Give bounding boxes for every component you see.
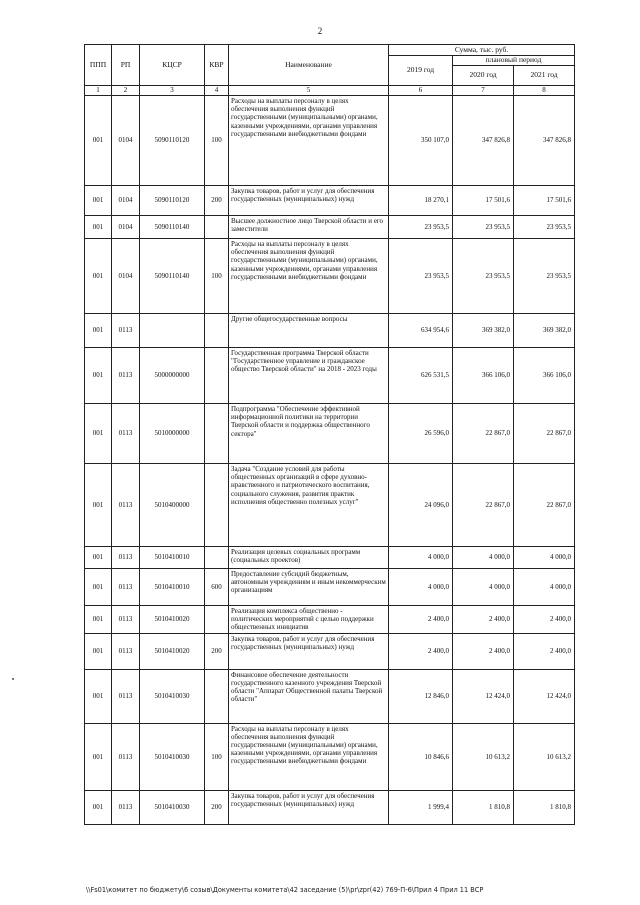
cell-rp: 0113 [112,790,140,824]
cell-name: Реализация комплекса общественно - политических мероприятий с целью поддержки общественных инициатив [229,606,389,634]
cell-ppp: 001 [85,669,112,723]
header-name: Наименование [229,45,389,86]
cell-kvr [205,606,229,634]
cell-kvr [205,314,229,348]
col-number: 7 [453,86,514,96]
cell-2020: 23 953,5 [453,239,514,314]
cell-ppp: 001 [85,96,112,186]
cell-kcsr: 5010000000 [140,404,205,464]
table-row [85,96,575,186]
col-number: 2 [112,86,140,96]
table-row [85,404,575,464]
cell-kcsr: 5000000000 [140,348,205,404]
col-number: 3 [140,86,205,96]
cell-name: Государственная программа Тверской области "Государственное управление и гражданское общество Тверской области" на 2018 - 2023 годы [229,348,389,404]
cell-2020: 10 613,2 [453,723,514,790]
header-2019: 2019 год [389,56,453,86]
cell-2020: 17 501,6 [453,186,514,216]
cell-kvr: 600 [205,569,229,606]
cell-name: Предоставление субсидий бюджетным, автономным учреждениям и иным некоммерческим организациям [229,569,389,606]
scan-speck [12,678,14,680]
cell-2020: 4 000,0 [453,569,514,606]
cell-kvr: 100 [205,96,229,186]
cell-rp: 0113 [112,348,140,404]
cell-ppp: 001 [85,633,112,669]
cell-2019: 626 531,5 [389,348,453,404]
cell-name: Расходы на выплаты персоналу в целях обеспечения выполнения функций государственными (муниципальными) органами, казенными учреждениями, органами управления государственными внебюджетными фондами [229,239,389,314]
col-number: 6 [389,86,453,96]
cell-2019: 18 270,1 [389,186,453,216]
cell-2019: 634 954,6 [389,314,453,348]
cell-2021: 22 867,0 [514,404,575,464]
cell-2021: 17 501,6 [514,186,575,216]
table-row [85,239,575,314]
cell-kvr [205,404,229,464]
cell-2020: 369 382,0 [453,314,514,348]
cell-2021: 10 613,2 [514,723,575,790]
cell-rp: 0113 [112,669,140,723]
file-path-footer: \\Fs01\комитет по бюджету\6 созыв\Документы комитета\42 заседание (5)\pr\zpr(42) 769-П-6\Прил 4 Прил 11 ВСР [86,886,484,894]
cell-2021: 4 000,0 [514,569,575,606]
cell-2020: 12 424,0 [453,669,514,723]
cell-2021: 1 810,8 [514,790,575,824]
cell-ppp: 001 [85,547,112,569]
cell-2021: 369 382,0 [514,314,575,348]
cell-ppp: 001 [85,314,112,348]
cell-kvr: 100 [205,723,229,790]
cell-kcsr: 5090110120 [140,186,205,216]
cell-name: Расходы на выплаты персоналу в целях обеспечения выполнения функций государственными (муниципальными) органами, казенными учреждениями, органами управления государственными внебюджетными фондами [229,723,389,790]
cell-2019: 12 846,0 [389,669,453,723]
cell-rp: 0104 [112,239,140,314]
table-row [85,790,575,824]
cell-name: Реализация целевых социальных программ (социальных проектов) [229,547,389,569]
cell-ppp: 001 [85,569,112,606]
cell-2021: 12 424,0 [514,669,575,723]
cell-2019: 23 953,5 [389,239,453,314]
cell-ppp: 001 [85,239,112,314]
cell-rp: 0113 [112,314,140,348]
cell-2021: 23 953,5 [514,239,575,314]
cell-2020: 22 867,0 [453,464,514,547]
header-kvr: КВР [205,45,229,86]
table-row [85,348,575,404]
cell-name: Финансовое обеспечение деятельности государственного казенного учреждения Тверской области "Аппарат Общественной палаты Тверской области" [229,669,389,723]
cell-rp: 0113 [112,723,140,790]
cell-kcsr: 5010410020 [140,606,205,634]
header-rp: РП [112,45,140,86]
table-row [85,633,575,669]
cell-ppp: 001 [85,790,112,824]
cell-rp: 0113 [112,547,140,569]
cell-2020: 23 953,5 [453,216,514,239]
cell-ppp: 001 [85,348,112,404]
cell-2020: 2 400,0 [453,606,514,634]
cell-2019: 26 596,0 [389,404,453,464]
cell-rp: 0113 [112,464,140,547]
table-row [85,547,575,569]
cell-2021: 22 867,0 [514,464,575,547]
cell-kvr: 200 [205,633,229,669]
table-row [85,569,575,606]
cell-rp: 0104 [112,216,140,239]
cell-name: Высшее должностное лицо Тверской области и его заместители [229,216,389,239]
table-row [85,723,575,790]
cell-2020: 2 400,0 [453,633,514,669]
cell-2019: 350 107,0 [389,96,453,186]
cell-name: Расходы на выплаты персоналу в целях обеспечения выполнения функций государственными (муниципальными) органами, казенными учреждениями, органами управления государственными внебюджетными фондами [229,96,389,186]
cell-kvr [205,547,229,569]
cell-ppp: 001 [85,464,112,547]
cell-kcsr: 5010400000 [140,464,205,547]
header-kcsr: КЦСР [140,45,205,86]
table-row [85,464,575,547]
cell-rp: 0113 [112,606,140,634]
cell-name: Подпрограмма "Обеспечение эффективной информационной политики на территории Тверской области и поддержка общественного сектора" [229,404,389,464]
cell-2021: 23 953,5 [514,216,575,239]
cell-2019: 4 000,0 [389,569,453,606]
cell-2019: 24 096,0 [389,464,453,547]
cell-2019: 1 999,4 [389,790,453,824]
cell-kcsr: 5010410010 [140,569,205,606]
cell-2019: 10 846,6 [389,723,453,790]
header-sum: Сумма, тыс. руб. [389,45,575,56]
cell-kvr: 200 [205,186,229,216]
cell-ppp: 001 [85,404,112,464]
cell-kcsr [140,314,205,348]
cell-2020: 1 810,8 [453,790,514,824]
cell-2021: 366 106,0 [514,348,575,404]
table-row [85,314,575,348]
cell-2019: 23 953,5 [389,216,453,239]
cell-kcsr: 5010410030 [140,723,205,790]
page-number: 2 [317,26,323,36]
cell-2021: 2 400,0 [514,633,575,669]
table-row [85,216,575,239]
cell-name: Закупка товаров, работ и услуг для обеспечения государственных (муниципальных) нужд [229,790,389,824]
cell-2020: 22 867,0 [453,404,514,464]
cell-rp: 0104 [112,186,140,216]
cell-2020: 347 826,8 [453,96,514,186]
table-row [85,669,575,723]
table-row [85,606,575,634]
header-2021: 2021 год [514,66,575,86]
col-number: 4 [205,86,229,96]
cell-2019: 4 000,0 [389,547,453,569]
budget-table [84,44,575,825]
cell-kvr [205,669,229,723]
col-number: 5 [229,86,389,96]
table-row [85,186,575,216]
cell-rp: 0113 [112,569,140,606]
cell-ppp: 001 [85,216,112,239]
cell-name: Закупка товаров, работ и услуг для обеспечения государственных (муниципальных) нужд [229,186,389,216]
cell-name: Закупка товаров, работ и услуг для обеспечения государственных (муниципальных) нужд [229,633,389,669]
cell-kcsr: 5090110120 [140,96,205,186]
cell-kcsr: 5010410020 [140,633,205,669]
cell-ppp: 001 [85,723,112,790]
cell-ppp: 001 [85,606,112,634]
cell-rp: 0113 [112,633,140,669]
cell-kvr: 200 [205,790,229,824]
cell-kvr [205,216,229,239]
cell-kvr [205,348,229,404]
cell-kcsr: 5010410030 [140,669,205,723]
cell-2021: 347 826,8 [514,96,575,186]
cell-rp: 0104 [112,96,140,186]
cell-2021: 2 400,0 [514,606,575,634]
header-ppp: ППП [85,45,112,86]
cell-2019: 2 400,0 [389,606,453,634]
cell-kcsr: 5090110140 [140,216,205,239]
cell-name: Другие общегосударственные вопросы [229,314,389,348]
cell-kcsr: 5010410030 [140,790,205,824]
cell-2020: 4 000,0 [453,547,514,569]
cell-kcsr: 5010410010 [140,547,205,569]
cell-name: Задача "Создание условий для работы общественных организаций в сфере духовно-нравственного и патриотического воспитания, социального служения, развития практик исполнения общественно полезных услуг" [229,464,389,547]
cell-ppp: 001 [85,186,112,216]
cell-kvr [205,464,229,547]
col-number: 8 [514,86,575,96]
cell-kvr: 100 [205,239,229,314]
cell-kcsr: 5090110140 [140,239,205,314]
header-2020: 2020 год [453,66,514,86]
col-number: 1 [85,86,112,96]
cell-2020: 366 106,0 [453,348,514,404]
cell-2021: 4 000,0 [514,547,575,569]
cell-2019: 2 400,0 [389,633,453,669]
header-plan-period: плановый период [453,56,575,66]
cell-rp: 0113 [112,404,140,464]
